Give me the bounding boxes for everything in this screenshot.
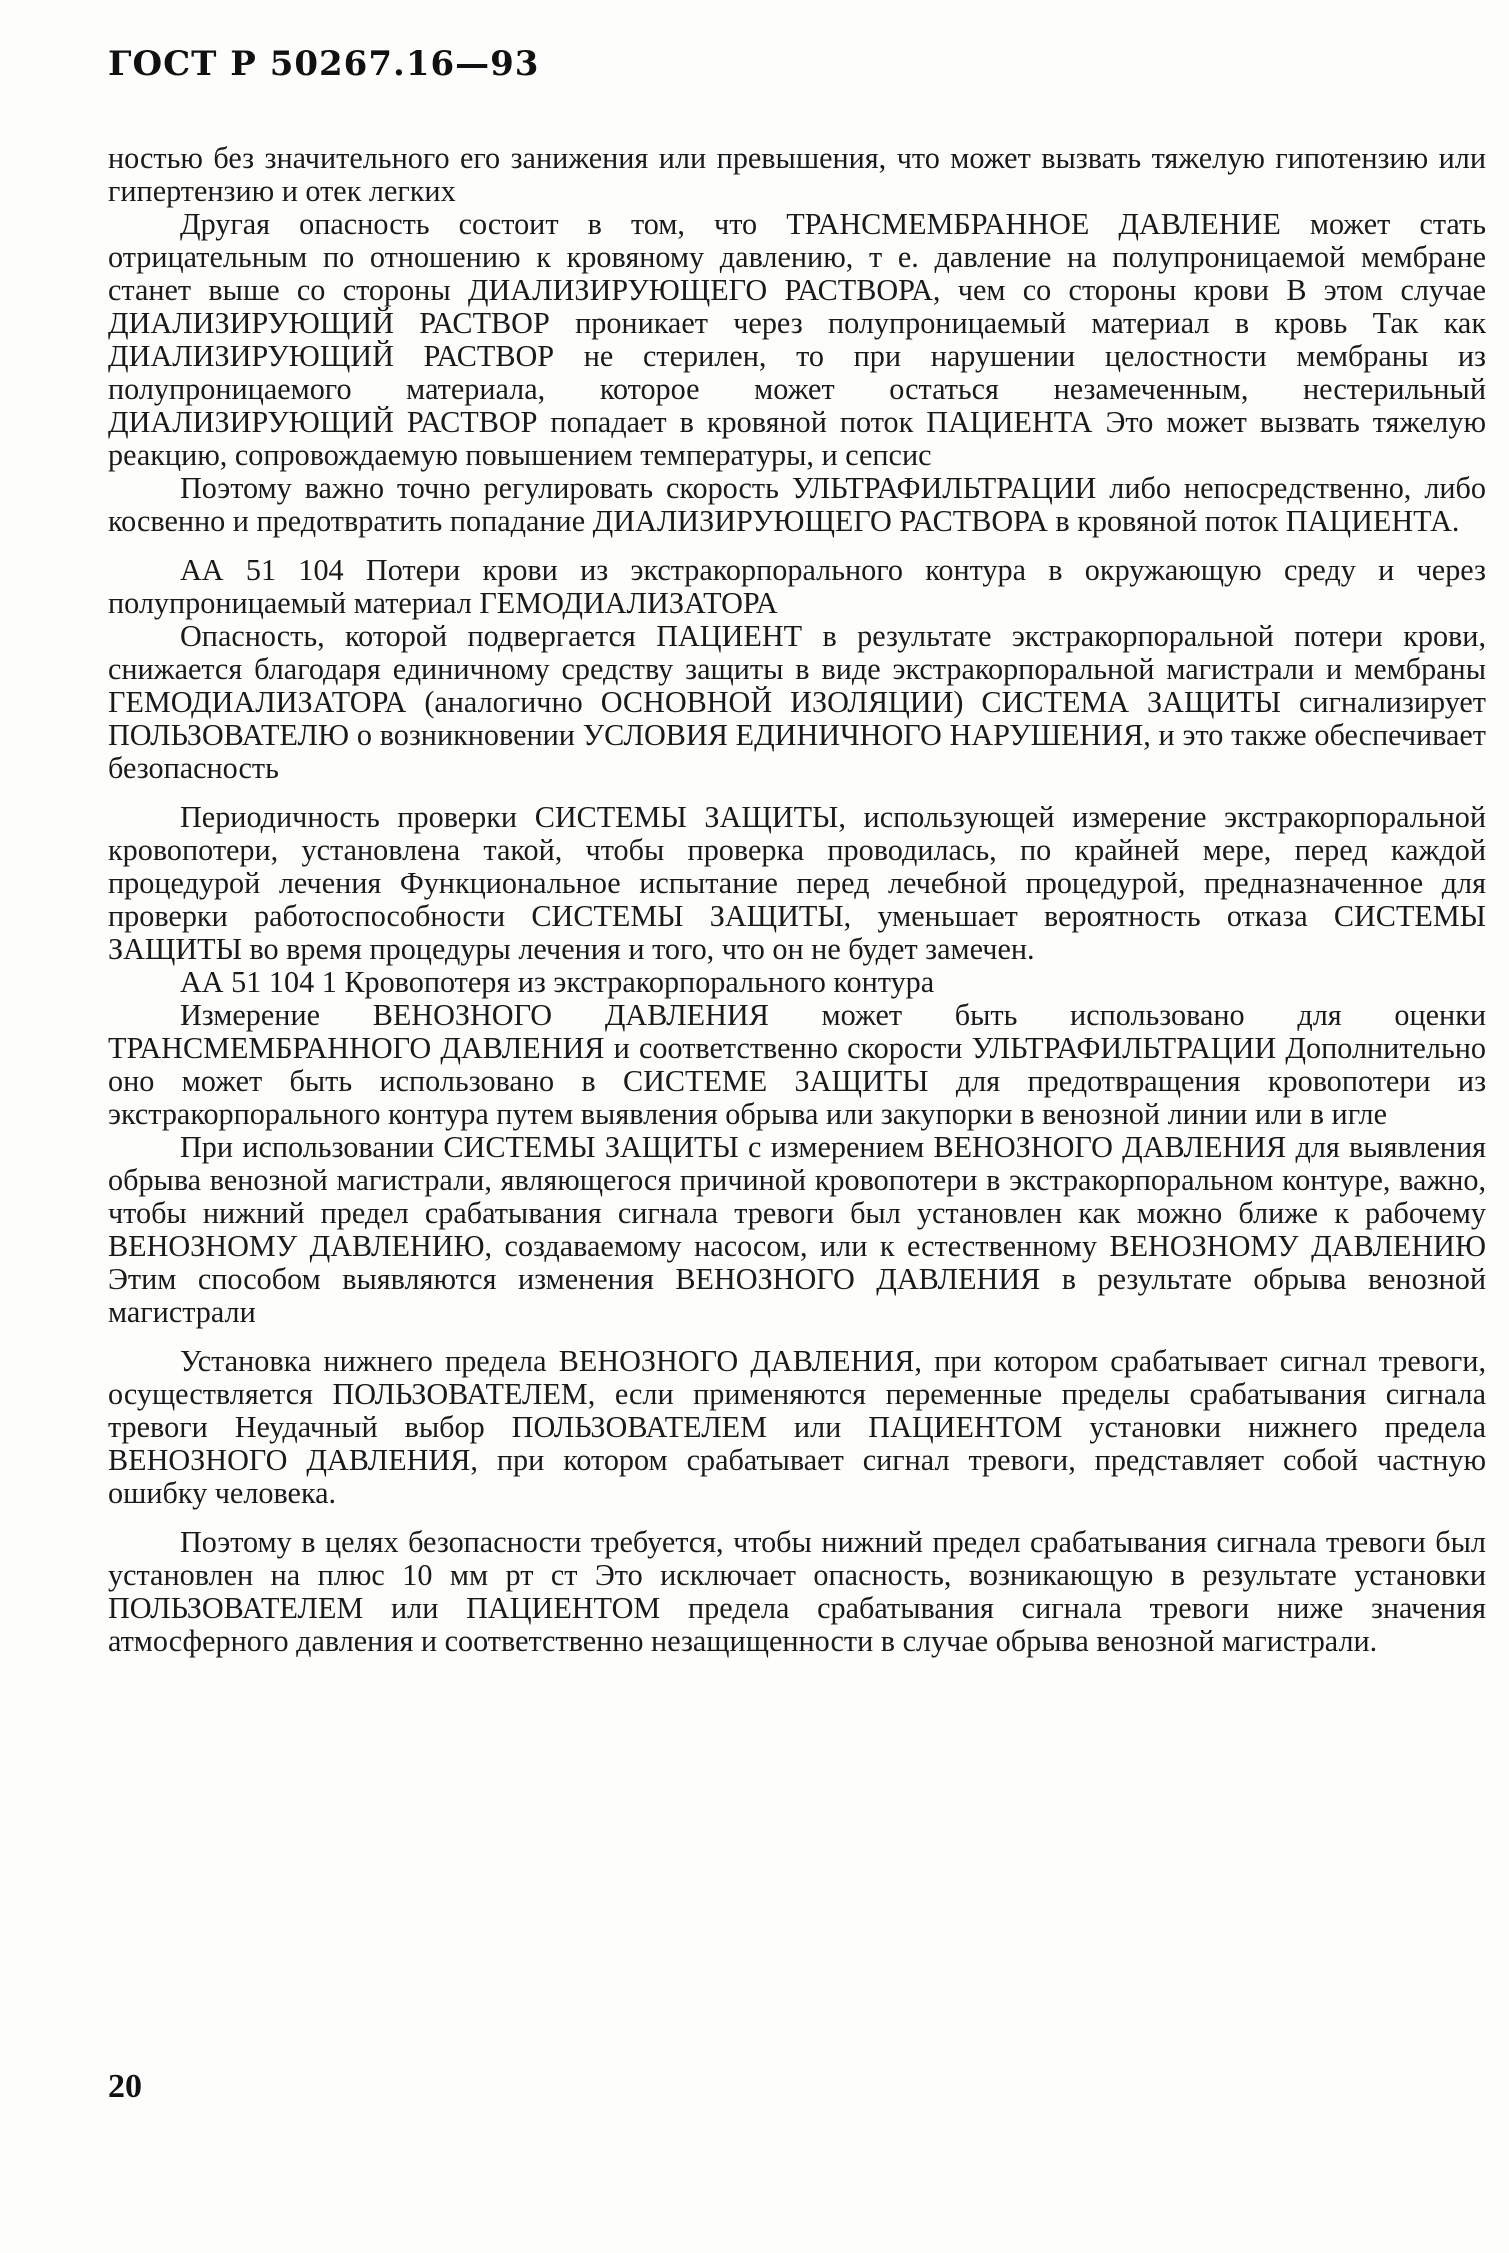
paragraph-6: Периодичность проверки СИСТЕМЫ ЗАЩИТЫ, использующей измерение экстракорпоральной кровопотери, установлена такой, чтобы проверка проводилась, по крайней мере, перед каждой процедурой лечения Функциональное испытание перед лечебной процедурой, предназначенное для проверки работоспособности СИСТЕМЫ ЗАЩИТЫ, уменьшает вероятность отказа СИСТЕМЫ ЗАЩИТЫ во время процедуры лечения и того, что он не будет замечен. <box>108 800 1486 966</box>
page-number: 20 <box>108 2068 142 2105</box>
paragraph-5: Опасность, которой подвергается ПАЦИЕНТ в результате экстракорпоральной потери крови, снижается благодаря единичному средству защиты в виде экстракорпоральной магистрали и мембраны ГЕМОДИАЛИЗАТОРА (аналогично ОСНОВНОЙ ИЗОЛЯЦИИ) СИСТЕМА ЗАЩИТЫ сигнализирует ПОЛЬЗОВАТЕЛЮ о возникновении УСЛОВИЯ ЕДИНИЧНОГО НАРУШЕНИЯ, и это также обеспечивает безопасность <box>108 619 1486 785</box>
section-heading-aa-51-104-1: АА 51 104 1 Кровопотеря из экстракорпорального контура <box>180 965 935 999</box>
paragraph-9: При использовании СИСТЕМЫ ЗАЩИТЫ с измерением ВЕНОЗНОГО ДАВЛЕНИЯ для выявления обрыва венозной магистрали, являющегося причиной кровопотери в экстракорпоральном контуре, важно, чтобы нижний предел срабатывания сигнала тревоги был установлен как можно ближе к рабочему ВЕНОЗНОМУ ДАВЛЕНИЮ, создаваемому насосом, или к естественному ВЕНОЗНОМУ ДАВЛЕНИЮ Этим способом выявляются изменения ВЕНОЗНОГО ДАВЛЕНИЯ в результате обрыва венозной магистрали <box>108 1130 1486 1329</box>
section-heading-aa-51-104: АА 51 104 Потери крови из экстракорпорального контура в окружающую среду и через полупроницаемый материал ГЕМОДИАЛИЗАТОРА <box>108 553 1486 620</box>
paragraph-2: Другая опасность состоит в том, что ТРАНСМЕМБРАННОЕ ДАВЛЕНИЕ может стать отрицательным по отношению к кровяному давлению, т е. давление на полупроницаемой мембране станет выше со стороны ДИАЛИЗИРУЮЩЕГО РАСТВОРА, чем со стороны крови В этом случае ДИАЛИЗИРУЮЩИЙ РАСТВОР проникает через полупроницаемый материал в кровь Так как ДИАЛИЗИРУЮЩИЙ РАСТВОР не стерилен, то при нарушении целостности мембраны из полупроницаемого материала, которое может остаться незамеченным, нестерильный ДИАЛИЗИРУЮЩИЙ РАСТВОР попадает в кровяной поток ПАЦИЕНТА Это может вызвать тяжелую реакцию, сопровождаемую повышением температуры, и сепсис <box>108 207 1486 472</box>
paragraph-8: Измерение ВЕНОЗНОГО ДАВЛЕНИЯ может быть использовано для оценки ТРАНСМЕМБРАННОГО ДАВЛЕНИЯ и соответственно скорости УЛЬТРАФИЛЬТРАЦИИ Дополнительно оно может быть использовано в СИСТЕМЕ ЗАЩИТЫ для предотвращения кровопотери из экстракорпорального контура путем выявления обрыва или закупорки в венозной линии или в игле <box>108 998 1486 1131</box>
paragraph-1: ностью без значительного его занижения или превышения, что может вызвать тяжелую гипотензию или гипертензию и отек легких <box>108 141 1486 208</box>
paragraph-11: Поэтому в целях безопасности требуется, чтобы нижний предел срабатывания сигнала тревоги был установлен на плюс 10 мм рт ст Это исключает опасность, возникающую в результате установки ПОЛЬЗОВАТЕЛЕМ или ПАЦИЕНТОМ предела срабатывания сигнала тревоги ниже значения атмосферного давления и соответственно незащищенности в случае обрыва венозной магистрали. <box>108 1525 1486 1658</box>
paragraph-10: Установка нижнего предела ВЕНОЗНОГО ДАВЛЕНИЯ, при котором срабатывает сигнал тревоги, осуществляется ПОЛЬЗОВАТЕЛЕМ, если применяются переменные пределы срабатывания сигнала тревоги Неудачный выбор ПОЛЬЗОВАТЕЛЕМ или ПАЦИЕНТОМ установки нижнего предела ВЕНОЗНОГО ДАВЛЕНИЯ, при котором срабатывает сигнал тревоги, представляет собой частную ошибку человека. <box>108 1344 1486 1510</box>
body-text <box>108 142 1486 1658</box>
paragraph-3: Поэтому важно точно регулировать скорость УЛЬТРАФИЛЬТРАЦИИ либо непосредственно, либо косвенно и предотвратить попадание ДИАЛИЗИРУЮЩЕГО РАСТВОРА в кровяной поток ПАЦИЕНТА. <box>108 471 1486 538</box>
page-header: ГОСТ Р 50267.16—93 <box>108 44 540 84</box>
